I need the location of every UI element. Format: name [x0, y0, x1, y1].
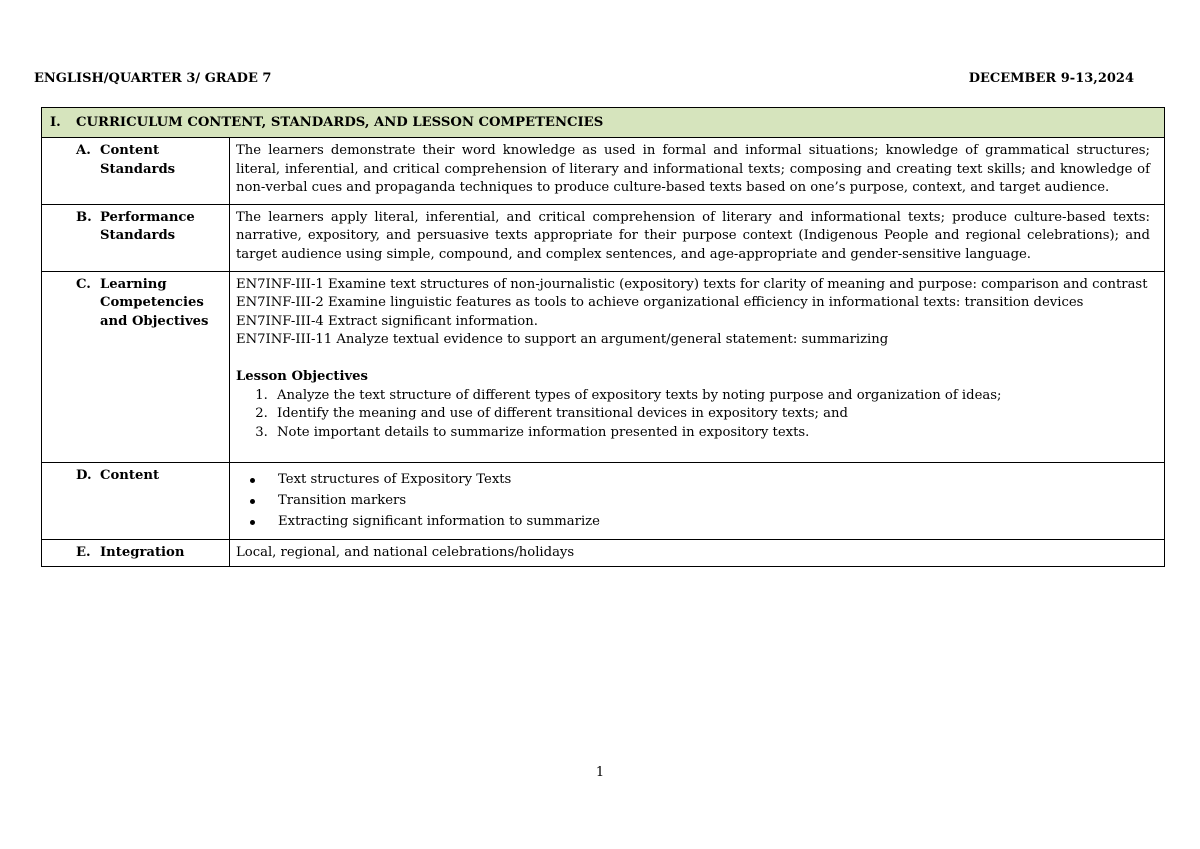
content-list — [236, 471, 1150, 531]
page-number: 1 — [595, 765, 605, 780]
content-label: D. Content — [42, 463, 230, 540]
integration-row — [42, 540, 1165, 567]
content-standards-row — [42, 138, 1165, 205]
competency-item: EN7INF-III-4 Extract significant information. — [236, 313, 538, 329]
lesson-objectives-list — [236, 387, 1150, 443]
integration-label: E. Integration — [42, 540, 230, 567]
section-title-row — [42, 108, 1165, 138]
header-subject: ENGLISH/QUARTER 3/ GRADE 7 — [34, 71, 272, 86]
learning-competencies-body — [230, 271, 1165, 463]
section-title — [42, 108, 1165, 138]
objective-item: 1. Analyze the text structure of different types of expository texts by noting purpose and organization of ideas; — [272, 387, 1150, 406]
performance-standards-text: The learners apply literal, inferential, and critical comprehension of literary and informational texts; produce culture-based texts: narrative, expository, and persuasive texts appropriate for their purpose context (Indigenous People and regional celebrations); and target audience using simple, compound, and complex sentences, and age-appropriate and gender-sensitive language. — [230, 204, 1165, 271]
content-item: Transition markers — [264, 492, 1150, 511]
learning-competencies-label: C. Learning Competencies and Objectives — [42, 271, 230, 463]
learning-competencies-row — [42, 271, 1165, 463]
objective-item: 3. Note important details to summarize information presented in expository texts. — [272, 424, 1150, 443]
content-item: Text structures of Expository Texts — [264, 471, 1150, 490]
competency-item: EN7INF-III-11 Analyze textual evidence to support an argument/general statement: summarizing — [236, 332, 889, 348]
content-standards-text: The learners demonstrate their word knowledge as used in formal and informal situations; knowledge of grammatical structures; literal, inferential, and critical comprehension of literary and informational texts; composing and creating text skills; and knowledge of non-verbal cues and propaganda techniques to produce culture-based texts based on one’s purpose, context, and target audience. — [230, 138, 1165, 205]
section-number: I. — [50, 115, 61, 130]
performance-standards-row — [42, 204, 1165, 271]
section-title-text: CURRICULUM CONTENT, STANDARDS, AND LESSON COMPETENCIES — [76, 115, 604, 130]
content-item: Extracting significant information to summarize — [264, 513, 1150, 532]
competency-item: EN7INF-III-1 Examine text structures of non-journalistic (expository) texts for clarity of meaning and purpose: comparison and contrast — [236, 276, 1148, 292]
content-body — [230, 463, 1165, 540]
header-date: DECEMBER 9-13,2024 — [968, 71, 1134, 86]
integration-text: Local, regional, and national celebrations/holidays — [230, 540, 1165, 567]
curriculum-table — [41, 107, 1165, 567]
content-row — [42, 463, 1165, 540]
performance-standards-label: B. Performance Standards — [42, 204, 230, 271]
competency-item: EN7INF-III-2 Examine linguistic features as tools to achieve organizational efficiency in informational texts: transition devices — [236, 295, 1084, 311]
lesson-objectives-title: Lesson Objectives — [236, 368, 368, 384]
objective-item: 2. Identify the meaning and use of different transitional devices in expository texts; and — [272, 405, 1150, 424]
content-standards-label: A. Content Standards — [42, 138, 230, 205]
